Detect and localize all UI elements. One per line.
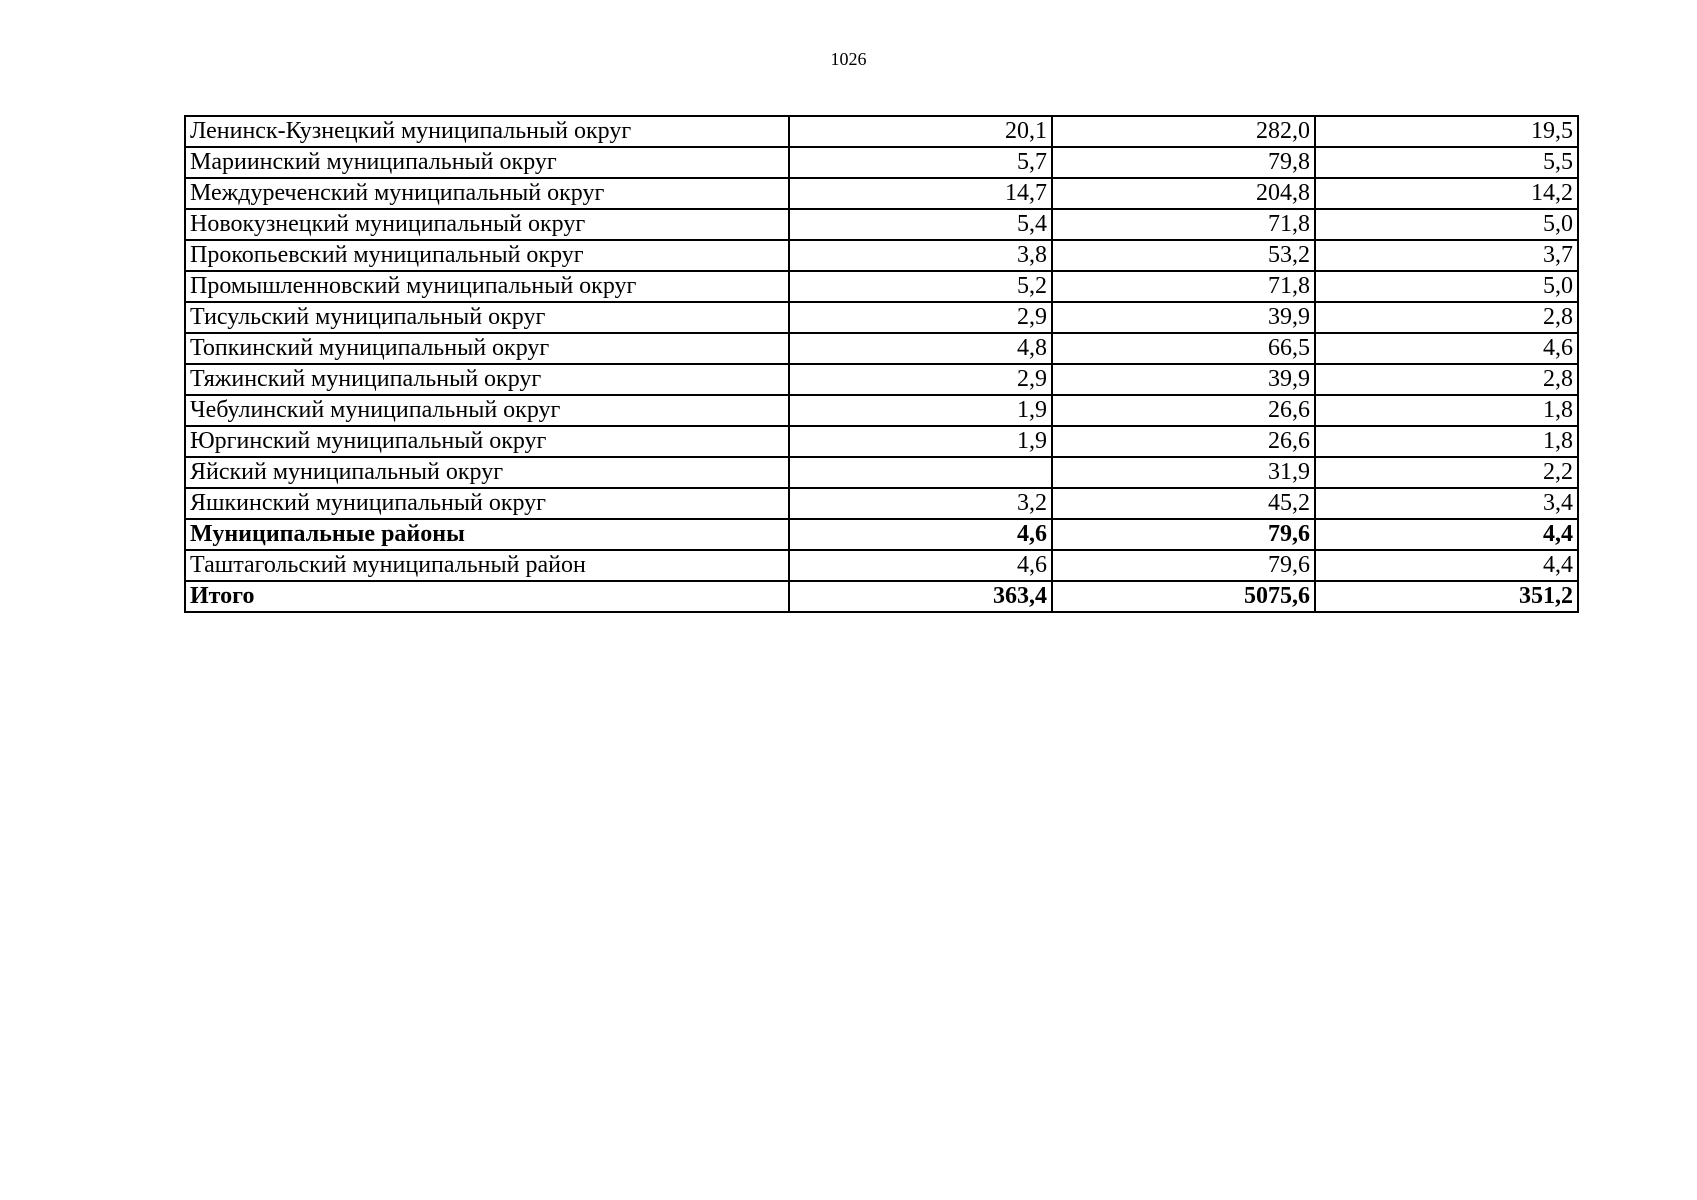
row-name-cell: Новокузнецкий муниципальный округ [185, 209, 789, 240]
row-name-cell: Ленинск-Кузнецкий муниципальный округ [185, 116, 789, 147]
value-cell-3: 19,5 [1315, 116, 1578, 147]
row-name-cell: Яшкинский муниципальный округ [185, 488, 789, 519]
value-cell-3: 2,8 [1315, 302, 1578, 333]
value-cell-1: 3,8 [789, 240, 1052, 271]
row-name-cell: Муниципальные районы [185, 519, 789, 550]
row-name-cell: Топкинский муниципальный округ [185, 333, 789, 364]
value-cell-1: 1,9 [789, 395, 1052, 426]
table-body [185, 116, 1578, 612]
value-cell-1: 5,2 [789, 271, 1052, 302]
value-cell-3: 3,4 [1315, 488, 1578, 519]
row-name-cell: Прокопьевский муниципальный округ [185, 240, 789, 271]
table-row [185, 116, 1578, 147]
page-number: 1026 [830, 49, 867, 69]
value-cell-2: 79,8 [1052, 147, 1315, 178]
row-name-cell: Таштагольский муниципальный район [185, 550, 789, 581]
value-cell-2: 79,6 [1052, 519, 1315, 550]
row-name-cell: Тисульский муниципальный округ [185, 302, 789, 333]
value-cell-3: 351,2 [1315, 581, 1578, 612]
value-cell-2: 71,8 [1052, 271, 1315, 302]
data-table [184, 115, 1579, 613]
value-cell-2: 5075,6 [1052, 581, 1315, 612]
value-cell-1: 4,6 [789, 519, 1052, 550]
row-name-cell: Яйский муниципальный округ [185, 457, 789, 488]
table-row [185, 395, 1578, 426]
value-cell-3: 4,6 [1315, 333, 1578, 364]
value-cell-1: 4,8 [789, 333, 1052, 364]
value-cell-1: 2,9 [789, 364, 1052, 395]
value-cell-3: 3,7 [1315, 240, 1578, 271]
value-cell-3: 4,4 [1315, 519, 1578, 550]
value-cell-2: 26,6 [1052, 426, 1315, 457]
row-name-cell: Промышленновский муниципальный округ [185, 271, 789, 302]
table-row [185, 488, 1578, 519]
value-cell-1 [789, 457, 1052, 488]
value-cell-1: 5,7 [789, 147, 1052, 178]
value-cell-2: 31,9 [1052, 457, 1315, 488]
table-row [185, 519, 1578, 550]
table-row [185, 550, 1578, 581]
table-row [185, 209, 1578, 240]
value-cell-2: 282,0 [1052, 116, 1315, 147]
value-cell-1: 1,9 [789, 426, 1052, 457]
table-row [185, 581, 1578, 612]
value-cell-1: 363,4 [789, 581, 1052, 612]
table-row [185, 178, 1578, 209]
value-cell-2: 66,5 [1052, 333, 1315, 364]
value-cell-2: 26,6 [1052, 395, 1315, 426]
value-cell-1: 14,7 [789, 178, 1052, 209]
table-row [185, 302, 1578, 333]
value-cell-2: 39,9 [1052, 302, 1315, 333]
table-row [185, 333, 1578, 364]
table-row [185, 271, 1578, 302]
value-cell-3: 14,2 [1315, 178, 1578, 209]
table-row [185, 240, 1578, 271]
value-cell-3: 2,8 [1315, 364, 1578, 395]
table-row [185, 457, 1578, 488]
value-cell-2: 45,2 [1052, 488, 1315, 519]
value-cell-1: 2,9 [789, 302, 1052, 333]
value-cell-1: 20,1 [789, 116, 1052, 147]
table-row [185, 147, 1578, 178]
value-cell-1: 5,4 [789, 209, 1052, 240]
table-row [185, 364, 1578, 395]
value-cell-3: 1,8 [1315, 395, 1578, 426]
value-cell-2: 53,2 [1052, 240, 1315, 271]
value-cell-2: 71,8 [1052, 209, 1315, 240]
value-cell-3: 5,0 [1315, 209, 1578, 240]
row-name-cell: Тяжинский муниципальный округ [185, 364, 789, 395]
value-cell-3: 5,5 [1315, 147, 1578, 178]
value-cell-3: 1,8 [1315, 426, 1578, 457]
value-cell-3: 5,0 [1315, 271, 1578, 302]
value-cell-2: 39,9 [1052, 364, 1315, 395]
value-cell-1: 3,2 [789, 488, 1052, 519]
row-name-cell: Итого [185, 581, 789, 612]
row-name-cell: Мариинский муниципальный округ [185, 147, 789, 178]
row-name-cell: Чебулинский муниципальный округ [185, 395, 789, 426]
value-cell-3: 4,4 [1315, 550, 1578, 581]
value-cell-1: 4,6 [789, 550, 1052, 581]
row-name-cell: Междуреченский муниципальный округ [185, 178, 789, 209]
row-name-cell: Юргинский муниципальный округ [185, 426, 789, 457]
value-cell-3: 2,2 [1315, 457, 1578, 488]
value-cell-2: 79,6 [1052, 550, 1315, 581]
table-row [185, 426, 1578, 457]
value-cell-2: 204,8 [1052, 178, 1315, 209]
